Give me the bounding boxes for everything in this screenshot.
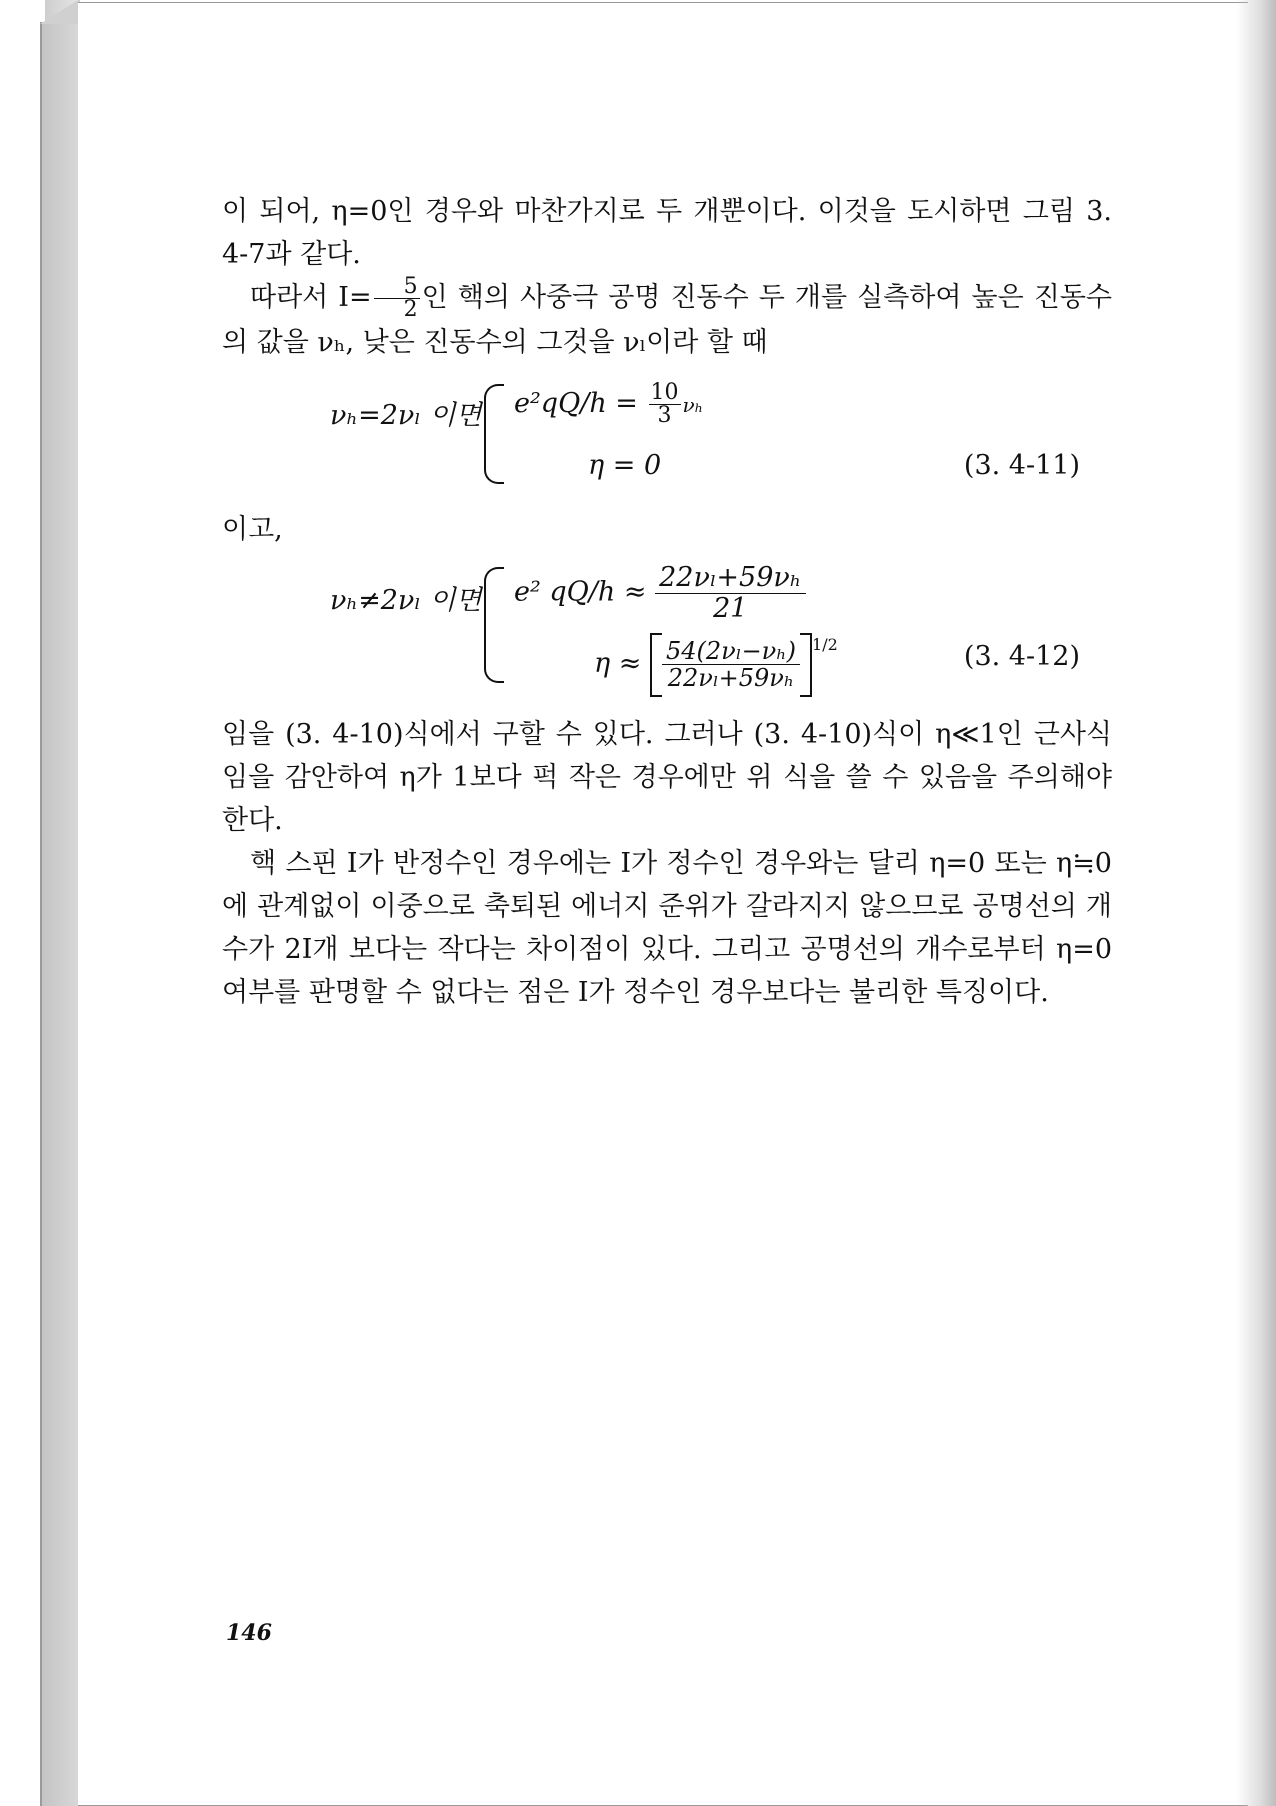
equation-2-fraction-1: $\frac{\text{22νₗ+59νₕ}}{21}$ <box>655 563 805 623</box>
left-bracket <box>650 633 662 697</box>
equation-2-brace <box>484 567 504 683</box>
page-content <box>222 190 1112 1014</box>
page-shadow <box>1236 0 1276 1806</box>
equation-2-line-1: e² qQ/h ≈ $\frac{\text{22νₗ+59νₕ}}{21}$ <box>514 563 806 623</box>
paragraph-2 <box>222 276 1112 364</box>
equation-1-condition: νₕ=2νₗ 이면 <box>330 400 482 431</box>
paragraph-1: 이 되어, η=0인 경우와 마찬가지로 두 개뿐이다. 이것을 도시하면 그림 3. 4-7과 같다. <box>222 196 1112 270</box>
equation-3-4-11 <box>222 376 1112 496</box>
book-spine-edge <box>40 22 80 1806</box>
paragraph-2-end: 인 핵의 사중극 공명 진동수 두 개를 실측하여 높은 진동수의 값을 νₕ, 낮은 진동수의 그것을 νₗ이라 할 때 <box>222 282 1112 358</box>
equation-1-number: (3. 4-11) <box>963 450 1080 481</box>
equation-2-number: (3. 4-12) <box>963 641 1080 672</box>
equation-1-line-1: e²qQ/h = $\frac{10}{3}$ νₕ <box>514 380 704 428</box>
spin-fraction: $\frac{5}{2}$ <box>374 276 420 321</box>
paragraph-5: 핵 스핀 I가 반정수인 경우에는 I가 정수인 경우와는 달리 η=0 또는 η≒0에 관계없이 이중으로 축퇴된 에너지 준위가 갈라지지 않으므로 공명선의 개수가 2I개 보다는 작다는 차이점이 있다. 그리고 공명선의 개수로부터 η=0 여부를 판명할 수 없다는 점은 I가 정수인 경우보다는 불리한 특징이다. <box>222 848 1112 1008</box>
equation-2-line-2: η ≈ $\frac{\text{54(2νₗ−νₕ)}}{\text{22νₗ+59νₕ}}$ $^{1/2}$ <box>594 623 838 697</box>
equation-3-4-12 <box>222 557 1112 695</box>
paragraph-3: 이고, <box>222 514 283 545</box>
page-number: 146 <box>226 1620 272 1646</box>
equation-1-line-2: η = 0 <box>588 450 662 481</box>
right-bracket <box>800 633 812 697</box>
equation-1-fraction: $\frac{10}{3}$ <box>650 380 679 428</box>
equation-1-brace <box>484 384 504 484</box>
paragraph-4: 임을 (3. 4-10)식에서 구할 수 있다. 그러나 (3. 4-10)식이 η≪1인 근사식임을 감안하여 η가 1보다 퍽 작은 경우에만 위 식을 쓸 수 있음을 주의해야 한다. <box>222 719 1112 836</box>
equation-2-fraction-2: $\frac{\text{54(2νₗ−νₕ)}}{\text{22νₗ+59νₕ}}$ <box>662 638 800 692</box>
paragraph-2-start: 따라서 I= <box>250 282 372 313</box>
equation-2-condition: νₕ≠2νₗ 이면 <box>330 585 482 616</box>
